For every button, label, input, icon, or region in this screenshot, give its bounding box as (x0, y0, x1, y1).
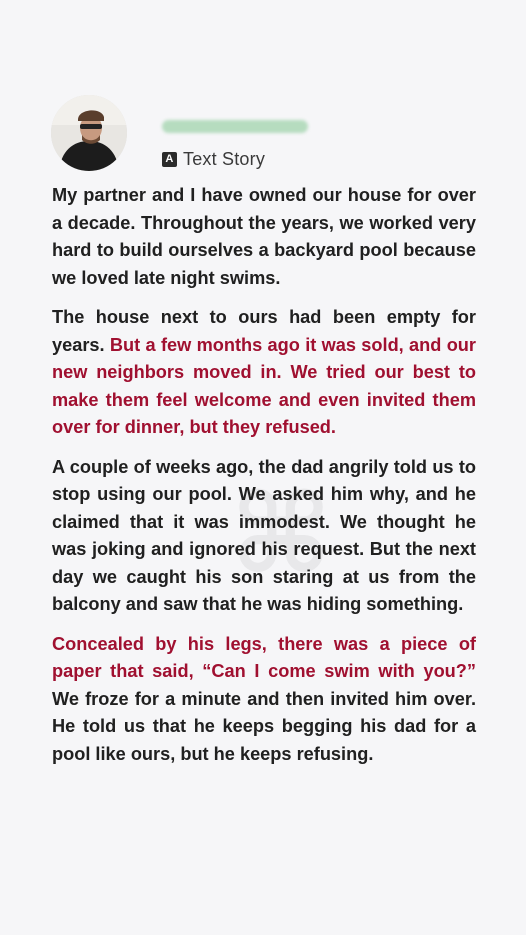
text-story-icon: A (162, 152, 177, 167)
story-paragraph (52, 454, 476, 619)
post-header (51, 95, 481, 175)
watermark-logo: ⌘ (230, 470, 333, 598)
story-paragraph (52, 304, 476, 442)
avatar[interactable] (51, 95, 127, 171)
author-name-redacted (162, 120, 308, 133)
story-body (52, 182, 476, 780)
highlighted-text: But a few months ago it was sold, and our new neighbors moved in. We tried our best to make them feel welcome and even invited them over for dinner, but they refused. (52, 334, 476, 437)
story-paragraph (52, 182, 476, 292)
story-paragraph (52, 631, 476, 769)
story-type (162, 148, 265, 170)
story-type-label: Text Story (183, 148, 266, 169)
story-text: A couple of weeks ago, the dad angrily told us to stop using our pool. We asked him why, and he claimed that it was immodest. We thought he was joking and ignored his request. But the next day we caught his son staring at us from the balcony and saw that he was hiding something. (52, 456, 476, 614)
story-text: My partner and I have owned our house for over a decade. Throughout the years, we worked very hard to build ourselves a backyard pool because we loved late night swims. (52, 185, 476, 288)
story-text: We froze for a minute and then invited him over. He told us that he keeps begging his dad for a pool like ours, but he keeps refusing. (52, 688, 476, 764)
story-text: The house next to ours had been empty for years. (52, 307, 476, 355)
highlighted-text: Concealed by his legs, there was a piece of paper that said, “Can I come swim with you?” (52, 633, 476, 681)
avatar-photo-icon (51, 95, 127, 171)
